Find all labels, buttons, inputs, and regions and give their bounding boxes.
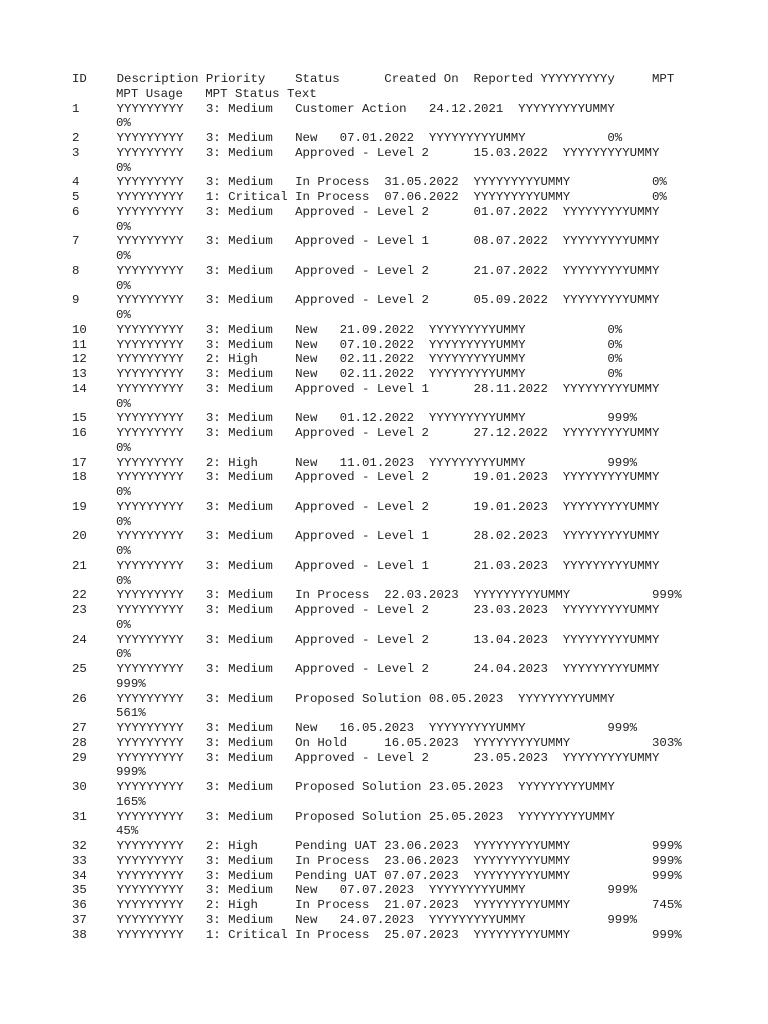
- record-line: 22 YYYYYYYYY 3: Medium In Process 22.03.2023 YYYYYYYYYUMMY 999%: [72, 588, 682, 603]
- record-list: [72, 102, 762, 943]
- record-line: 27 YYYYYYYYY 3: Medium New 16.05.2023 YYYYYYYYYUMMY 999%: [72, 721, 638, 735]
- record-continuation: 0%: [116, 617, 131, 632]
- record-line: 4 YYYYYYYYY 3: Medium In Process 31.05.2022 YYYYYYYYYUMMY 0%: [72, 175, 667, 190]
- record-line: 10 YYYYYYYYY 3: Medium New 21.09.2022 YYYYYYYYYUMMY 0%: [72, 322, 623, 337]
- record-line: 21 YYYYYYYYY 3: Medium Approved - Level 1 21.03.2023 YYYYYYYYYUMMY: [72, 558, 660, 573]
- record-line: 31 YYYYYYYYY 3: Medium Proposed Solution 25.05.2023 YYYYYYYYYUMMY: [72, 809, 615, 824]
- record-continuation: 0%: [116, 647, 131, 662]
- record-line: 15 YYYYYYYYY 3: Medium New 01.12.2022 YYYYYYYYYUMMY 999%: [72, 411, 638, 426]
- record-line: 2 YYYYYYYYY 3: Medium New 07.01.2022 YYYYYYYYYUMMY 0%: [72, 131, 623, 145]
- record-line: 29 YYYYYYYYY 3: Medium Approved - Level 2 23.05.2023 YYYYYYYYYUMMY: [72, 750, 660, 765]
- record-line: 24 YYYYYYYYY 3: Medium Approved - Level 2 13.04.2023 YYYYYYYYYUMMY: [72, 632, 660, 647]
- record-line: 17 YYYYYYYYY 2: High New 11.01.2023 YYYYYYYYYUMMY 999%: [72, 455, 638, 470]
- record-line: 6 YYYYYYYYY 3: Medium Approved - Level 2 01.07.2022 YYYYYYYYYUMMY: [72, 204, 660, 219]
- record-line: 20 YYYYYYYYY 3: Medium Approved - Level 1 28.02.2023 YYYYYYYYYUMMY: [72, 529, 660, 544]
- record-continuation: 0%: [116, 396, 131, 411]
- record-continuation: 0%: [116, 219, 131, 234]
- record-line: 7 YYYYYYYYY 3: Medium Approved - Level 1 08.07.2022 YYYYYYYYYUMMY: [72, 234, 660, 249]
- record-line: 9 YYYYYYYYY 3: Medium Approved - Level 2 05.09.2022 YYYYYYYYYUMMY: [72, 293, 660, 308]
- record-line: 37 YYYYYYYYY 3: Medium New 24.07.2023 YYYYYYYYYUMMY 999%: [72, 912, 638, 927]
- record-continuation: 0%: [116, 514, 131, 529]
- record-line: 16 YYYYYYYYY 3: Medium Approved - Level 2 27.12.2022 YYYYYYYYYUMMY: [72, 426, 660, 440]
- record-line: 5 YYYYYYYYY 1: Critical In Process 07.06.2022 YYYYYYYYYUMMY 0%: [72, 190, 667, 204]
- record-line: 14 YYYYYYYYY 3: Medium Approved - Level 1 28.11.2022 YYYYYYYYYUMMY: [72, 381, 660, 396]
- record-line: 28 YYYYYYYYY 3: Medium On Hold 16.05.2023 YYYYYYYYYUMMY 303%: [72, 735, 682, 750]
- header-continuation: MPT Usage MPT Status Text: [116, 86, 317, 101]
- record-line: 11 YYYYYYYYY 3: Medium New 07.10.2022 YYYYYYYYYUMMY 0%: [72, 337, 623, 352]
- record-continuation: 0%: [116, 544, 131, 558]
- record-line: 35 YYYYYYYYY 3: Medium New 07.07.2023 YYYYYYYYYUMMY 999%: [72, 883, 638, 898]
- record-continuation: 561%: [116, 706, 146, 721]
- record-continuation: 0%: [116, 249, 131, 263]
- record-continuation: 0%: [116, 573, 131, 588]
- record-line: 8 YYYYYYYYY 3: Medium Approved - Level 2 21.07.2022 YYYYYYYYYUMMY: [72, 263, 660, 278]
- record-line: 32 YYYYYYYYY 2: High Pending UAT 23.06.2023 YYYYYYYYYUMMY 999%: [72, 839, 682, 853]
- record-continuation: 0%: [116, 278, 131, 293]
- record-continuation: 999%: [116, 676, 146, 691]
- record-line: 23 YYYYYYYYY 3: Medium Approved - Level 2 23.03.2023 YYYYYYYYYUMMY: [72, 603, 660, 617]
- header-line: ID Description Priority Status Created On Reported YYYYYYYYYy MPT: [72, 72, 675, 86]
- record-line: 34 YYYYYYYYY 3: Medium Pending UAT 07.07.2023 YYYYYYYYYUMMY 999%: [72, 868, 682, 883]
- record-line: 18 YYYYYYYYY 3: Medium Approved - Level 2 19.01.2023 YYYYYYYYYUMMY: [72, 470, 660, 485]
- record-continuation: 165%: [116, 794, 146, 809]
- record-line: 12 YYYYYYYYY 2: High New 02.11.2022 YYYYYYYYYUMMY 0%: [72, 352, 623, 367]
- record-continuation: 0%: [116, 116, 131, 131]
- record-continuation: 0%: [116, 160, 131, 175]
- record-line: 33 YYYYYYYYY 3: Medium In Process 23.06.2023 YYYYYYYYYUMMY 999%: [72, 853, 682, 868]
- record-continuation: 45%: [116, 824, 139, 839]
- record-line: 25 YYYYYYYYY 3: Medium Approved - Level 2 24.04.2023 YYYYYYYYYUMMY: [72, 662, 660, 676]
- document-body: [72, 72, 762, 942]
- record-line: 13 YYYYYYYYY 3: Medium New 02.11.2022 YYYYYYYYYUMMY 0%: [72, 367, 623, 381]
- record-line: 36 YYYYYYYYY 2: High In Process 21.07.2023 YYYYYYYYYUMMY 745%: [72, 898, 682, 912]
- record-line: 3 YYYYYYYYY 3: Medium Approved - Level 2 15.03.2022 YYYYYYYYYUMMY: [72, 145, 660, 160]
- record-continuation: 0%: [116, 308, 131, 322]
- record-continuation: 999%: [116, 765, 146, 780]
- record-line: 26 YYYYYYYYY 3: Medium Proposed Solution 08.05.2023 YYYYYYYYYUMMY: [72, 691, 615, 706]
- record-continuation: 0%: [116, 440, 131, 455]
- record-line: 19 YYYYYYYYY 3: Medium Approved - Level 2 19.01.2023 YYYYYYYYYUMMY: [72, 499, 660, 514]
- record-continuation: 0%: [116, 485, 131, 499]
- record-line: 1 YYYYYYYYY 3: Medium Customer Action 24.12.2021 YYYYYYYYYUMMY: [72, 101, 615, 116]
- record-line: 38 YYYYYYYYY 1: Critical In Process 25.07.2023 YYYYYYYYYUMMY 999%: [72, 927, 682, 942]
- record-line: 30 YYYYYYYYY 3: Medium Proposed Solution 23.05.2023 YYYYYYYYYUMMY: [72, 780, 615, 794]
